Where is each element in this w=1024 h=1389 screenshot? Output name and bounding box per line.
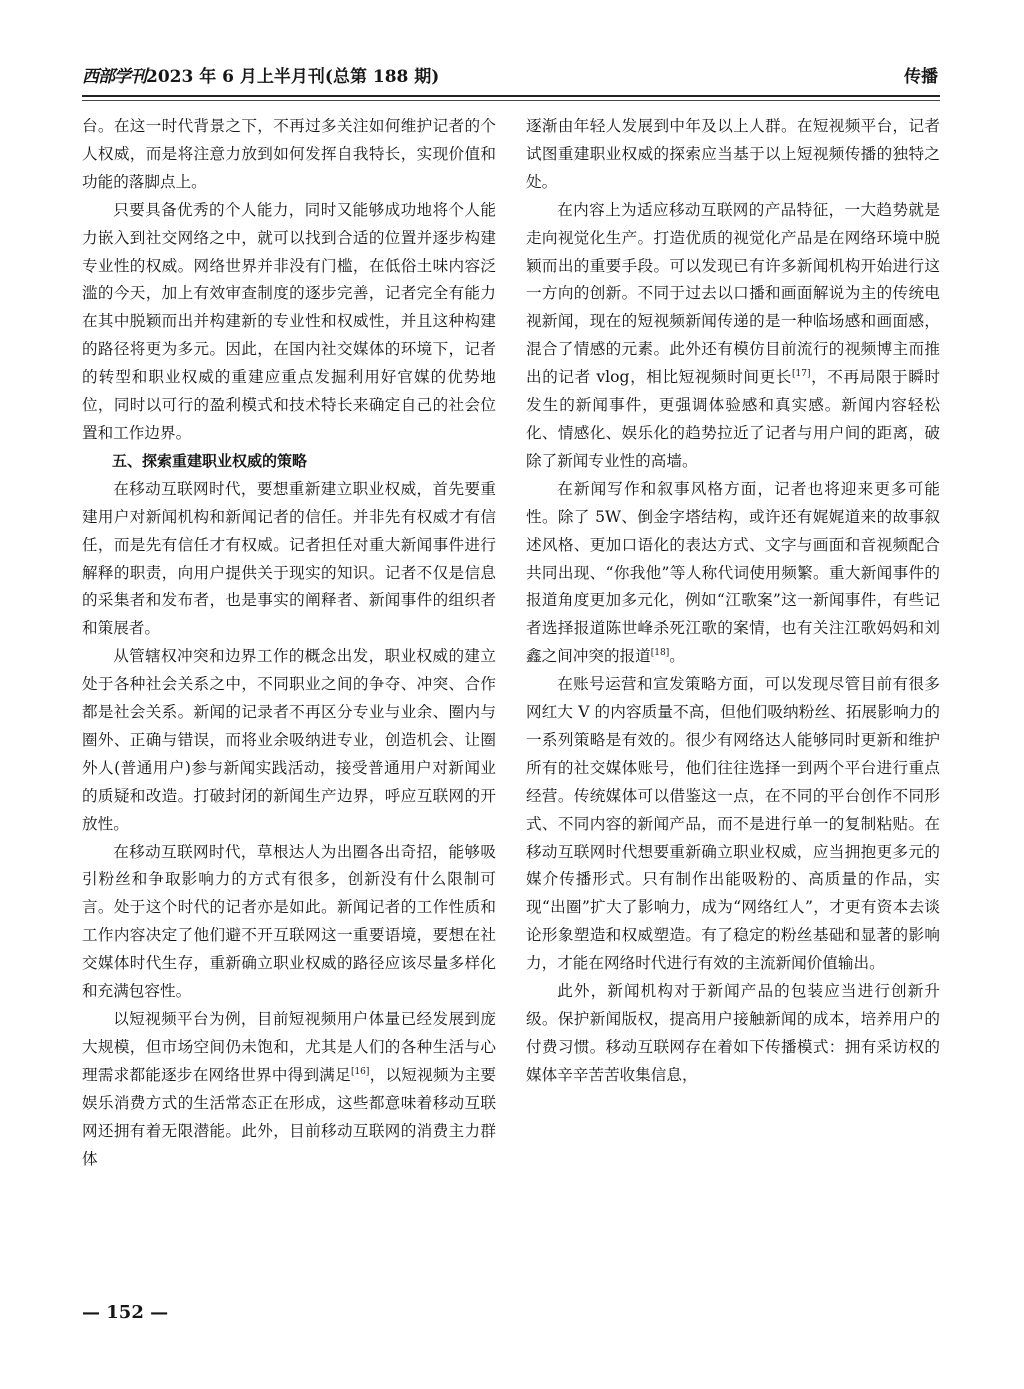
paragraph — [526, 476, 940, 671]
paragraph-text: 在内容上为适应移动互联网的产品特征，一大趋势就是走向视觉化生产。打造优质的视觉化产品是在网络环境中脱颖而出的重要手段。可以发现已有许多新闻机构开始进行这一方向的创新。不同于过去以口播和画面解说为主的传统电视新闻，现在的短视频新闻传递的是一种临场感和画面感，混合了情感的元素。此外还有模仿目前流行的视频博主而推出的记者 vlog，相比短视频时间更长 — [526, 200, 940, 387]
issue-info: 2023 年 6 月上半月刊(总第 188 期) — [146, 67, 440, 87]
citation-ref: [16] — [350, 1066, 370, 1077]
citation-ref: [17] — [791, 368, 811, 379]
paragraph-text: ，以短视频为主要娱乐消费方式的生活常态正在形成，这些都意味着移动互联网还拥有着无限潜能。此外，目前移动互联网的消费主力群体 — [82, 1065, 496, 1168]
running-header — [82, 66, 940, 106]
paragraph: 从管辖权冲突和边界工作的概念出发，职业权威的建立处于各种社会关系之中，不同职业之间的争夺、冲突、合作都是社会关系。新闻的记录者不再区分专业与业余、圈内与圈外、正确与错误，而将业余吸纳进专业，创造机会、让圈外人(普通用户)参与新闻实践活动，接受普通用户对新闻业的质疑和改造。打破封闭的新闻生产边界，呼应互联网的开放性。 — [82, 647, 496, 833]
left-column — [82, 113, 496, 1173]
journal-logo: 西部学刊 — [82, 67, 146, 87]
paragraph: 只要具备优秀的个人能力，同时又能够成功地将个人能力嵌入到社交网络之中，就可以找到合适的位置并逐步构建专业性的权威。网络世界并非没有门槛，在低俗土味内容泛滥的今天，加上有效审查制度的逐步完善，记者完全有能力在其中脱颖而出并构建新的专业性和权威性，并且这种构建的路径将更为多元。因此，在国内社交媒体的环境下，记者的转型和职业权威的重建应重点发掘利用好官媒的优势地位，同时以可行的盈利模式和技术特长来确定自己的社会位置和工作边界。 — [82, 200, 496, 442]
paragraph — [526, 197, 940, 476]
citation-ref: [18] — [650, 648, 670, 659]
header-rule-thick — [82, 95, 940, 97]
right-column — [526, 113, 940, 1090]
paragraph: 逐渐由年轻人发展到中年及以上人群。在短视频平台，记者试图重建职业权威的探索应当基于以上短视频传播的独特之处。 — [526, 117, 940, 191]
paragraph: 在移动互联网时代，要想重新建立职业权威，首先要重建用户对新闻机构和新闻记者的信任。并非先有权威才有信任，而是先有信任才有权威。记者担任对重大新闻事件进行解释的职责，向用户提供关于现实的知识。记者不仅是信息的采集者和发布者，也是事实的阐释者、新闻事件的组织者和策展者。 — [82, 479, 496, 638]
paragraph: 台。在这一时代背景之下，不再过多关注如何维护记者的个人权威，而是将注意力放到如何发挥自我特长，实现价值和功能的落脚点上。 — [82, 117, 496, 191]
header-rule-thin — [82, 100, 940, 101]
paragraph: 此外，新闻机构对于新闻产品的包装应当进行创新升级。保护新闻版权，提高用户接触新闻的成本，培养用户的付费习惯。移动互联网存在着如下传播模式：拥有采访权的媒体辛辛苦苦收集信息， — [526, 982, 940, 1084]
paragraph-text: 在新闻写作和叙事风格方面，记者也将迎来更多可能性。除了 5W、倒金字塔结构，或许还有娓娓道来的故事叙述风格、更加口语化的表达方式、文字与画面和音视频配合共同出现、“你我他”等人称代词使用频繁。重大新闻事件的报道角度更加多元化，例如“江歌案”这一新闻事件，有些记者选择报道陈世峰杀死江歌的案情，也有关注江歌妈妈和刘鑫之间冲突的报道 — [526, 479, 940, 666]
section-label: 传播 — [904, 67, 938, 87]
paragraph-text: 。 — [669, 647, 685, 666]
journal-title — [82, 66, 439, 88]
paragraph-text: ，不再局限于瞬时发生的新闻事件，更强调体验感和真实感。新闻内容轻松化、情感化、娱乐化的趋势拉近了记者与用户间的距离，破除了新闻专业性的高墙。 — [526, 368, 940, 470]
paragraph — [82, 1006, 496, 1173]
paragraph-text: 以短视频平台为例，目前短视频用户体量已经发展到庞大规模，但市场空间仍未饱和，尤其是人们的各种生活与心理需求都能逐步在网络世界中得到满足 — [82, 1010, 496, 1084]
page-number: — 152 — — [82, 1302, 169, 1323]
section-heading: 五、探索重建职业权威的策略 — [112, 451, 308, 470]
paragraph: 在移动互联网时代，草根达人为出圈各出奇招，能够吸引粉丝和争取影响力的方式有很多，创新没有什么限制可言。处于这个时代的记者亦是如此。新闻记者的工作性质和工作内容决定了他们避不开互联网这一重要语境，要想在社交媒体时代生存，重新确立职业权威的路径应该尽量多样化和充满包容性。 — [82, 842, 496, 1001]
paragraph: 在账号运营和宣发策略方面，可以发现尽管目前有很多网红大 V 的内容质量不高，但他们吸纳粉丝、拓展影响力的一系列策略是有效的。很少有网络达人能够同时更新和维护所有的社交媒体账号，他们往往选择一到两个平台进行重点经营。传统媒体可以借鉴这一点，在不同的平台创作不同形式、不同内容的新闻产品，而不是进行单一的复制粘贴。在移动互联网时代想要重新确立职业权威，应当拥抱更多元的媒介传播形式。只有制作出能吸粉的、高质量的作品，实现“出圈”扩大了影响力，成为“网络红人”，才更有资本去谈论形象塑造和权威塑造。有了稳定的粉丝基础和显著的影响力，才能在网络时代进行有效的主流新闻价值输出。 — [526, 675, 940, 973]
